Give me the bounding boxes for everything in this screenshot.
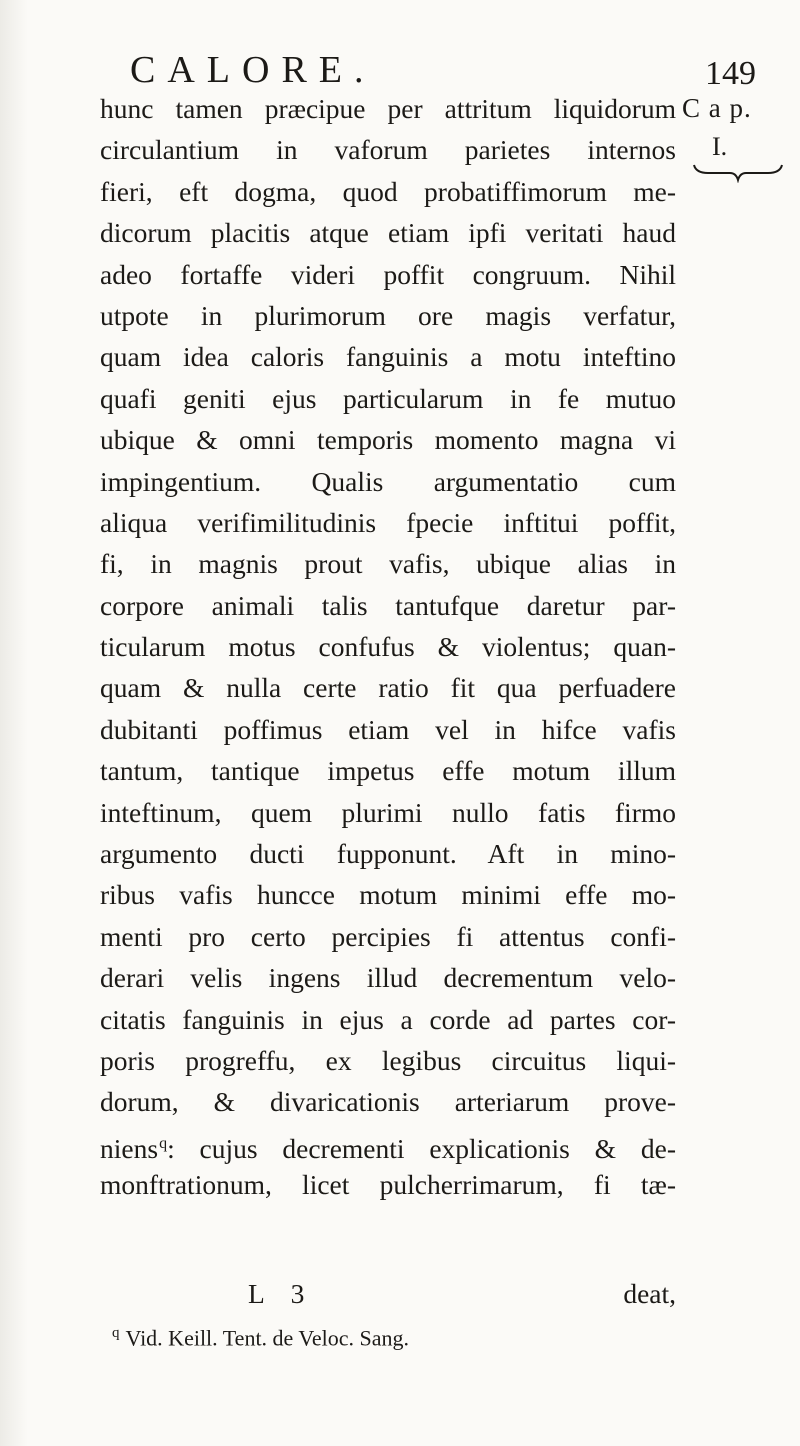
text-line: quam & nulla certe ratio fit qua perfuadere xyxy=(100,672,676,704)
body-text xyxy=(100,88,676,1206)
page-number: 149 xyxy=(705,55,756,92)
text-line: impingentium. Qualis argumentatio cum xyxy=(100,465,676,497)
running-title: CALORE. xyxy=(130,49,376,91)
text-line: fieri, eft dogma, quod probatiffimorum me- xyxy=(100,175,676,207)
text-line: utpote in plurimorum ore magis verfatur, xyxy=(100,299,676,331)
catchword: deat, xyxy=(623,1278,676,1309)
text-line: citatis fanguinis in ejus a corde ad partes cor- xyxy=(100,1003,676,1035)
footnote-text: Vid. Keill. Tent. de Veloc. Sang. xyxy=(125,1325,410,1351)
text-line: dicorum placitis atque etiam ipfi veritati haud xyxy=(100,217,676,249)
text-line: adeo fortaffe videri poffit congruum. Nihil xyxy=(100,258,676,290)
text-segment: : cujus decrementi explicationis & de- xyxy=(167,1132,676,1164)
signature-mark: L 3 xyxy=(248,1278,315,1309)
text-line: fi, in magnis prout vafis, ubique alias in xyxy=(100,548,676,580)
marginal-chapter-number: I. xyxy=(712,132,728,162)
text-line: dubitanti poffimus etiam vel in hifce vafis xyxy=(100,713,676,745)
text-line: inteftinum, quem plurimi nullo fatis firmo xyxy=(100,796,676,828)
text-line-with-reference xyxy=(100,1123,676,1164)
text-line: hunc tamen præcipue per attritum liquidorum xyxy=(100,93,676,124)
text-line: aliqua verifimilitudinis fpecie inftitui poffit, xyxy=(100,506,676,538)
text-line: tantum, tantique impetus effe motum illum xyxy=(100,755,676,787)
gutter-shadow xyxy=(0,0,28,1446)
text-line: menti pro certo percipies fi attentus confi- xyxy=(100,920,676,952)
text-line: quafi geniti ejus particularum in fe mutuo xyxy=(100,382,676,414)
text-segment: niens xyxy=(100,1132,159,1164)
footnote-mark: q xyxy=(112,1325,120,1341)
footnote-reference-mark: q xyxy=(159,1134,168,1152)
text-line: monftrationum, licet pulcherrimarum, fi tæ- xyxy=(100,1169,676,1201)
text-line: derari velis ingens illud decrementum velo- xyxy=(100,962,676,994)
text-line: circulantium in vaforum parietes internos xyxy=(100,134,676,166)
page-footer xyxy=(100,1273,676,1315)
marginal-note xyxy=(682,88,792,183)
text-line: ticularum motus confufus & violentus; quan- xyxy=(100,631,676,663)
footnote xyxy=(112,1318,409,1353)
text-line: corpore animali talis tantufque daretur par- xyxy=(100,589,676,621)
text-line: dorum, & divaricationis arteriarum prove- xyxy=(100,1086,676,1118)
marginal-chapter-label: C a p. xyxy=(682,93,752,123)
text-line: quam idea caloris fanguinis a motu inteftino xyxy=(100,341,676,373)
text-line: ribus vafis huncce motum minimi effe mo- xyxy=(100,879,676,911)
text-line: argumento ducti fupponunt. Aft in mino- xyxy=(100,838,676,870)
curly-brace-icon xyxy=(692,161,784,183)
text-line: poris progreffu, ex legibus circuitus liqui- xyxy=(100,1044,676,1076)
text-line: ubique & omni temporis momento magna vi xyxy=(100,424,676,456)
